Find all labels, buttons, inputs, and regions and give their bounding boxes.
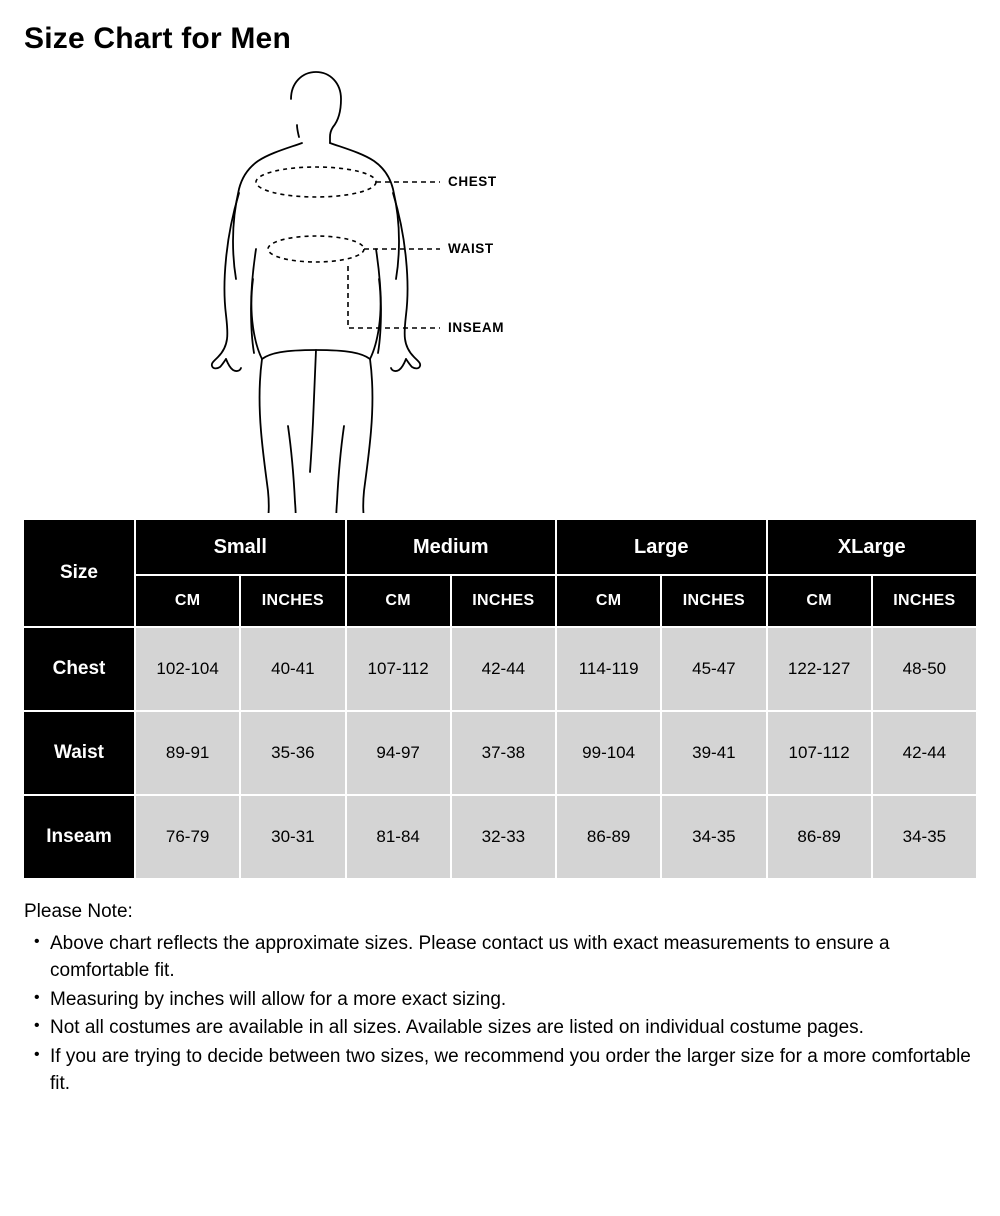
cell-inseam-small-cm: 76-79 bbox=[135, 795, 240, 879]
header-large-cm: CM bbox=[556, 575, 661, 627]
cell-waist-xlarge-cm: 107-112 bbox=[767, 711, 872, 795]
header-xlarge-cm: CM bbox=[767, 575, 872, 627]
table-row bbox=[23, 795, 977, 879]
waist-label: WAIST bbox=[448, 241, 494, 256]
notes-section bbox=[24, 898, 978, 1098]
row-label-chest: Chest bbox=[23, 627, 135, 711]
list-item bbox=[34, 930, 978, 985]
cell-inseam-medium-cm: 81-84 bbox=[346, 795, 451, 879]
row-label-inseam: Inseam bbox=[23, 795, 135, 879]
size-chart-page bbox=[0, 22, 1000, 1216]
header-group-small: Small bbox=[135, 519, 346, 575]
cell-waist-small-inches: 35-36 bbox=[240, 711, 345, 795]
list-item bbox=[34, 986, 978, 1014]
table-header-row-units bbox=[23, 575, 977, 627]
cell-waist-medium-cm: 94-97 bbox=[346, 711, 451, 795]
cell-chest-medium-cm: 107-112 bbox=[346, 627, 451, 711]
note-text-3: Not all costumes are available in all sizes. Available sizes are listed on individual costume pages. bbox=[50, 1017, 864, 1039]
cell-inseam-medium-inches: 32-33 bbox=[451, 795, 556, 879]
cell-chest-xlarge-cm: 122-127 bbox=[767, 627, 872, 711]
page-title: Size Chart for Men bbox=[24, 22, 291, 55]
row-label-waist: Waist bbox=[23, 711, 135, 795]
cell-chest-xlarge-inches: 48-50 bbox=[872, 627, 977, 711]
header-small-inches: INCHES bbox=[240, 575, 345, 627]
cell-chest-medium-inches: 42-44 bbox=[451, 627, 556, 711]
size-table-head bbox=[23, 519, 977, 627]
cell-chest-small-cm: 102-104 bbox=[135, 627, 240, 711]
cell-inseam-xlarge-cm: 86-89 bbox=[767, 795, 872, 879]
cell-waist-medium-inches: 37-38 bbox=[451, 711, 556, 795]
note-text-4: If you are trying to decide between two sizes, we recommend you order the larger size for a more comfortable fit. bbox=[50, 1045, 971, 1095]
cell-waist-large-cm: 99-104 bbox=[556, 711, 661, 795]
cell-waist-xlarge-inches: 42-44 bbox=[872, 711, 977, 795]
cell-waist-large-inches: 39-41 bbox=[661, 711, 766, 795]
cell-waist-small-cm: 89-91 bbox=[135, 711, 240, 795]
list-item bbox=[34, 1043, 978, 1098]
table-header-row-groups bbox=[23, 519, 977, 575]
table-row bbox=[23, 711, 977, 795]
cell-inseam-large-inches: 34-35 bbox=[661, 795, 766, 879]
notes-heading: Please Note: bbox=[24, 901, 133, 922]
inseam-label: INSEAM bbox=[448, 320, 505, 335]
cell-inseam-xlarge-inches: 34-35 bbox=[872, 795, 977, 879]
bullet-icon: • bbox=[34, 932, 40, 950]
male-body-diagram-icon bbox=[170, 63, 830, 513]
header-xlarge-inches: INCHES bbox=[872, 575, 977, 627]
header-group-large: Large bbox=[556, 519, 767, 575]
bullet-icon: • bbox=[34, 988, 40, 1006]
note-text-2: Measuring by inches will allow for a more exact sizing. bbox=[50, 988, 507, 1010]
size-table-body bbox=[23, 627, 977, 879]
header-large-inches: INCHES bbox=[661, 575, 766, 627]
bullet-icon: • bbox=[34, 1017, 40, 1035]
header-group-xlarge: XLarge bbox=[767, 519, 978, 575]
header-medium-cm: CM bbox=[346, 575, 451, 627]
chest-label: CHEST bbox=[448, 174, 497, 189]
header-small-cm: CM bbox=[135, 575, 240, 627]
cell-inseam-small-inches: 30-31 bbox=[240, 795, 345, 879]
header-medium-inches: INCHES bbox=[451, 575, 556, 627]
cell-inseam-large-cm: 86-89 bbox=[556, 795, 661, 879]
bullet-icon: • bbox=[34, 1045, 40, 1063]
size-table bbox=[22, 518, 978, 880]
cell-chest-small-inches: 40-41 bbox=[240, 627, 345, 711]
body-measurement-figure bbox=[22, 63, 978, 518]
table-row bbox=[23, 627, 977, 711]
header-group-medium: Medium bbox=[346, 519, 557, 575]
note-text-1: Above chart reflects the approximate sizes. Please contact us with exact measurements to ensure a comfortable fit. bbox=[50, 932, 890, 982]
cell-chest-large-cm: 114-119 bbox=[556, 627, 661, 711]
header-size: Size bbox=[23, 519, 135, 627]
list-item bbox=[34, 1014, 978, 1042]
cell-chest-large-inches: 45-47 bbox=[661, 627, 766, 711]
